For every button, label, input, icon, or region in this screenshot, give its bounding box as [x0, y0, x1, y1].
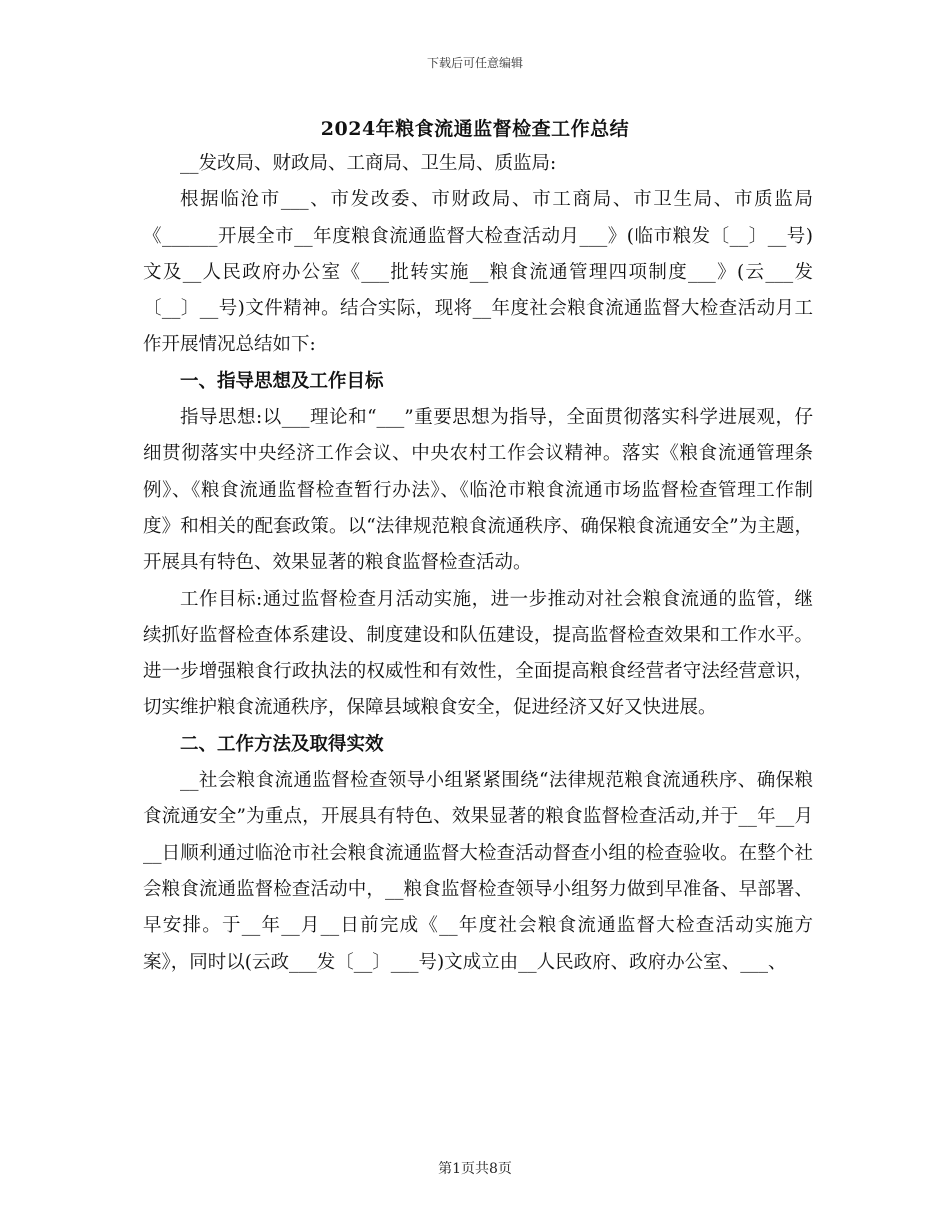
section-heading-2: 二、工作方法及取得实效: [180, 733, 384, 755]
work-method-paragraph: __社会粮食流通监督检查领导小组紧紧围绕“法律规范粮食流通秩序、确保粮食流通安全”为重点，开展具有特色、效果显著的粮食监督检查活动,并于__年__月__日顺利通过临沧市社会粮食流通监督大检查活动督查小组的检查验收。在整个社会粮食流通监督检查活动中，__粮食监督检查领导小组努力做到早准备、早部署、早安排。于__年__月__日前完成《__年度社会粮食流通监督大检查活动实施方案》，同时以(云政___发〔__〕___号)文成立由__人民政府、政府办公室、___、: [143, 770, 813, 973]
intro-paragraph: 根据临沧市___、市发改委、市财政局、市工商局、市卫生局、市质监局《______开展全市__年度粮食流通监督大检查活动月___》(临市粮发〔__〕__号)文及__人民政府办公室《___批转实施__粮食流通管理四项制度___》(云___发〔__〕__号)文件精神。结合实际，现将__年度社会粮食流通监督大检查活动月工作开展情况总结如下:: [143, 189, 813, 356]
page-number: 第1页共8页: [438, 1161, 512, 1177]
guiding-ideology-paragraph: 指导思想:以___理论和“___”重要思想为指导，全面贯彻落实科学进展观，仔细贯彻落实中央经济工作会议、中央农村工作会议精神。落实《粮食流通管理条例》、《粮食流通监督检查暂行办法》、《临沧市粮食流通市场监督检查管理工作制度》和相关的配套政策。以“法律规范粮食流通秩序、确保粮食流通安全”为主题，开展具有特色、效果显著的粮食监督检查活动。: [143, 407, 813, 574]
document-body: [143, 146, 813, 981]
salutation: __发改局、财政局、工商局、卫生局、质监局:: [180, 153, 557, 174]
download-note: 下载后可任意编辑: [426, 56, 523, 70]
document-title: 2024年粮食流通监督检查工作总结: [320, 118, 630, 140]
section-heading-1: 一、指导思想及工作目标: [180, 370, 384, 392]
work-goal-paragraph: 工作目标:通过监督检查月活动实施，进一步推动对社会粮食流通的监管，继续抓好监督检查体系建设、制度建设和队伍建设，提高监督检查效果和工作水平。进一步增强粮食行政执法的权威性和有效性，全面提高粮食经营者守法经营意识，切实维护粮食流通秩序，保障县域粮食安全，促进经济又好又快进展。: [143, 588, 813, 719]
